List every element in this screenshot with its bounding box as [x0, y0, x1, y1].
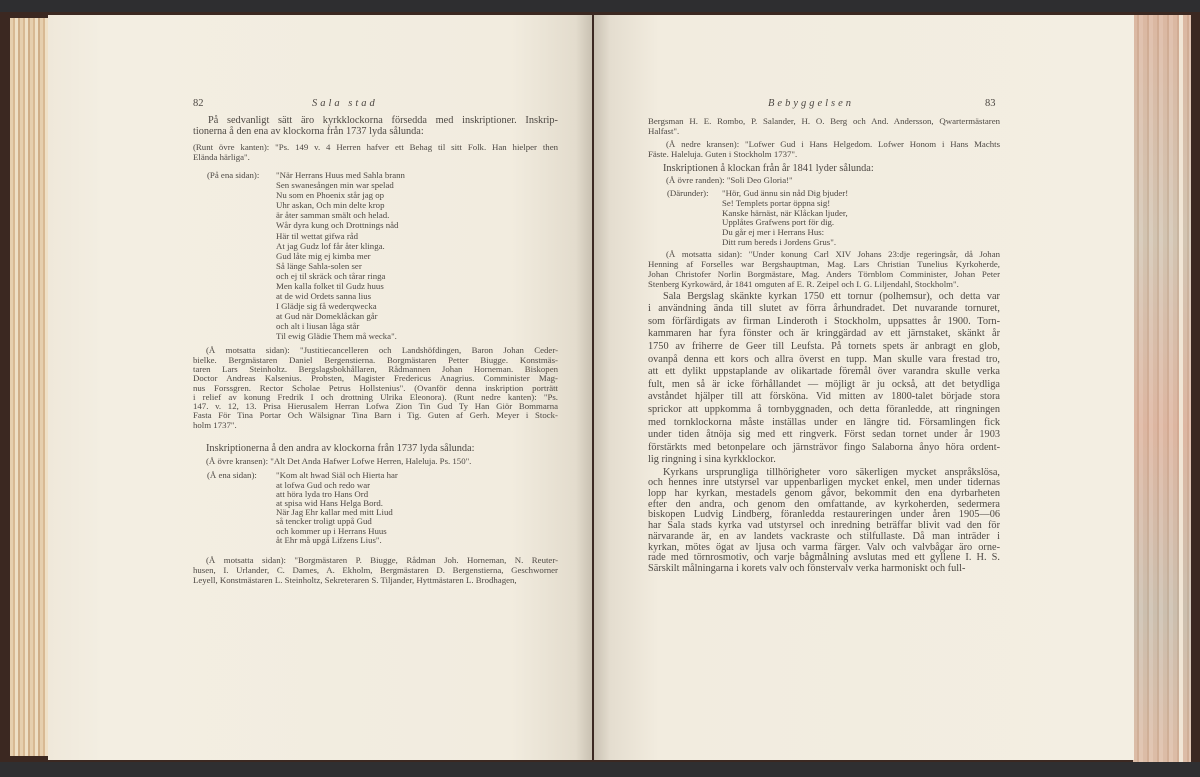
text-line: sprickor att uppkomma å tornbyggnaden, och detta föranledde, att ringningen [648, 404, 1000, 416]
inscription-paragraph [193, 143, 558, 162]
verse-line: och alt i liusan låga står [276, 321, 360, 332]
text-line: 147. v. 12, 13. Prisa Hierusalem Herran Lofwa Zion Tin Gud Ty Han Giör Bommarna [193, 401, 558, 412]
text-line: kyrkan, mötes ögat av ljusa och varma färger. Valv och valvbågar äro orne- [648, 541, 1000, 553]
inscription-paragraph [648, 117, 1000, 136]
text-line: tionerna å den ena av klockorna från 1737 lyda sålunda: [193, 125, 424, 137]
verse-line: Kanske härnäst, när Klåckan ljuder, [722, 207, 848, 218]
verse-line: är åter samman smält och helad. [276, 210, 390, 221]
verse-label: (Å ena sidan): [207, 470, 257, 481]
text-line: Stenberg Kyrkowärd, år 1841 omguten af E. R. Zeipel och I. G. Liljendahl, Stockholm". [648, 279, 959, 289]
text-line: närvarande är, en av landets vackraste och stilfullaste. Då man inträder i [648, 530, 1000, 542]
text-line: Leyell, Konstmästaren L. Steinholtz, Sekreteraren S. Tiljander, Hyttmästaren L. Brodhagen, [193, 575, 517, 585]
text-line: 1750 av friherre de Geer till Leufsta. På tornets spets är anbragt en glob, [648, 341, 1000, 353]
text-line: bielke. Bergmästaren Daniel Bergenstierna. Borgmästaren Petter Biugge. Konstmäs- [193, 354, 558, 365]
text-line: (Runt övre kanten): "Ps. 149 v. 4 Herren hafver ett Behag til sitt Folk. Han hielper then [193, 142, 558, 153]
body-paragraph [648, 291, 1000, 467]
text-line: Doctor Andreas Kalsenius. Probsten, Magister Fredericus Anagrius. Comminister Mag- [193, 373, 558, 384]
text-line: Särskilt målningarna i korets valv och fönstervalv verka harmoniskt och full- [648, 562, 966, 574]
verse-line: Men kalla folket til Gudz huus [276, 280, 384, 291]
text-line: (Å övre kransen): "Alt Det Anda Hafwer Lofwe Herren, Haleluja. Ps. 150". [206, 456, 472, 467]
text-line: Fäste. Haleluja. Guten i Stockholm 1737". [648, 149, 798, 159]
text-line: Johan Christofer Norlin Borgmästare, Mag. Anders Törnblom Comminister, Johan Peter [648, 269, 1000, 279]
text-line: Sala Bergslag skänkte kyrkan 1750 ett tornur (polhemsur), och detta var [663, 290, 1000, 302]
verse-label: (Därunder): [667, 188, 709, 199]
text-line: holm 1737". [193, 419, 237, 430]
verse-line: At jag Gudz lof får åter klinga. [276, 240, 385, 251]
verse-line: "Hör, Gud ännu sin nåd Dig bjuder! [722, 188, 849, 199]
text-line: Inskriptionerna å den andra av klockorna från 1737 lyda sålunda: [206, 442, 475, 454]
text-line: avståndet hjälper till att försköna. Vid mitten av 1800-talet började stora [648, 391, 1000, 403]
body-paragraph [648, 468, 1000, 575]
verse-line: Så länge Sahla-solen ser [276, 260, 362, 271]
verse-line: Ditt rum bereds i Jordens Grus". [722, 237, 837, 248]
text-line: ovanpå denna ett kors och allra överst en tupp. Man skulle vara frestad tro, [648, 353, 1000, 365]
body-paragraph [648, 163, 1000, 174]
verse-line: Til ewig Glädie Them må wecka". [276, 331, 397, 342]
text-line: efter den andra, och genom den omfattande, av kyrkoherden, sedermera [648, 498, 1000, 510]
text-line: (Å motsatta sidan): "Under konung Carl XIV Johans 23:dje regeringsår, då Johan [666, 249, 1000, 259]
text-line: som förfärdigats av firman Linderoth i Stockholm, uppsattes år 1900. Torn- [648, 315, 1000, 327]
body-paragraph [193, 115, 558, 137]
text-line: rade med törnrosmotiv, och varje bågmålning avslutas med ett gyllene I. H. S. [648, 552, 1000, 564]
left-page-edges [10, 18, 50, 756]
scanner-top-border [0, 0, 1200, 12]
left-running-head: Sala stad [312, 98, 378, 109]
text-line: På sedvanligt sätt äro kyrkklockorna försedda med inskriptioner. Inskrip- [208, 114, 558, 126]
verse-label: (På ena sidan): [207, 169, 260, 180]
verse-line: at Gud när Domeklåckan går [276, 311, 378, 322]
verse-line: Wår dyra kung och Drottnings nåd [276, 220, 399, 231]
text-line: taren Lars Steinholtz. Bergslagsbokhållaren, Rådmannen Johan Horneman. Biskopen [193, 363, 558, 374]
text-line: Elända härliga". [193, 151, 250, 162]
verse-line: Upplåtes Grafwens port för dig. [722, 217, 835, 228]
left-page-number: 82 [193, 98, 204, 109]
text-line: fult, men så är icke förhållandet — möjligt är ju också, att det betydliga [648, 378, 1000, 390]
verse-line: Sen swanesången min war spelad [276, 180, 394, 191]
verse-line: at lofwa Gud och redo war [276, 479, 371, 490]
verse-line: "När Herrans Huus med Sahla brann [276, 169, 405, 180]
scanner-bottom-border [0, 762, 1200, 777]
text-line: att ett dylikt uppstaplande av olikartade föremål över varandra skulle verka [648, 366, 1000, 378]
body-paragraph [193, 443, 558, 454]
text-line: Henning af Forselles war Bergshauptman, Mag. Lars Christian Tunelius Kyrkoherde, [648, 259, 1000, 269]
verse-line: "Kom alt hwad Siäl och Hierta har [276, 470, 398, 481]
verse-line: I Glädje sig få wederqwecka [276, 301, 377, 312]
right-marbled-page-edges [1133, 15, 1191, 763]
verse-line: så tencker troligt uppå Gud [276, 516, 372, 527]
text-line: i relief av konung Fredrik I och drottning Ulrika Eleonora). (Runt nedre kanten): "Ps. [193, 391, 558, 402]
text-line: (Å nedre kransen): "Lofwer Gud i Hans Helgedom. Lofwer Honom i Hans Machts [666, 139, 1000, 149]
text-line: och hennes inre utstyrsel var uppenbarligen mycket enkel, men under tidernas [648, 477, 1000, 489]
text-line: (Å motsatta sidan): "Justitiecancelleren och Landshöfdingen, Baron Johan Ceder- [206, 345, 558, 356]
text-line: i användning ända till slutet av förra århundradet. Det nuvarande tornuret, [648, 303, 1000, 315]
verse-line: och ej til skräck och tårar ringa [276, 270, 386, 281]
text-line: nus Forssgren. Rector Scholae Petrus Hollstenius". (Ovanför denna inskription porträtt [193, 382, 558, 393]
verse-inscription [722, 189, 848, 248]
text-line: (Å motsatta sidan): "Borgmästaren P. Biugge, Rådman Joh. Horneman, N. Reuter- [206, 555, 558, 565]
verse-line: Se! Templets portar öppna sig! [722, 197, 831, 208]
text-line: har Sala stads kyrka vad utstyrsel och inredning beträffar blivit vad den för [648, 520, 1000, 532]
text-line: förstärkts med betonpelare och järnsträvor fingo Salaborna ånyo höra ordent- [648, 441, 1000, 453]
text-line: Halfast". [648, 125, 680, 136]
verse-line: at spisa wid Hans Helga Bord. [276, 498, 384, 508]
right-page-number: 83 [985, 98, 996, 109]
text-line: Bergsman H. E. Rombo, P. Salander, H. O. Berg och And. Andersson, Qwartermästaren [648, 116, 1000, 127]
text-line: Inskriptionen å klockan från år 1841 lyder sålunda: [663, 162, 874, 174]
right-running-head: Bebyggelsen [768, 98, 855, 109]
verse-line: Här til wettat gifwa råd [276, 230, 359, 241]
inscription-paragraph [648, 139, 1000, 159]
inscription-paragraph [193, 457, 558, 466]
text-line: kammaren har fyra fönster och är kringgärdad av ett järnstaket, skänkt år [648, 328, 1000, 340]
text-line: Kyrkans ursprungliga tillhörigheter voro säkerligen mycket anspråkslösa, [663, 466, 1000, 478]
inscription-paragraph [193, 555, 558, 585]
verse-line: Du går ej mer i Herrans Hus: [722, 227, 825, 238]
text-line: lopp har kyrkan, mestadels genom gåvor, bekommit den ena dyrbarheten [648, 488, 1000, 500]
text-line: (Å övre randen): "Soli Deo Gloria!" [666, 175, 793, 186]
text-line: biskopen Ludvig Lindberg, föranledda restaureringen under åren 1905—06 [648, 509, 1000, 521]
verse-line: Nu som en Phoenix står jag op [276, 190, 384, 201]
verse-line: Uhr askan, Och min delte krop [276, 200, 385, 211]
verse-line: När Jag Ehr kallar med mitt Liud [276, 507, 393, 518]
verse-line: och kommer up i Herrans Huus [276, 525, 387, 536]
verse-line: Gud låte mig ej kimba mer [276, 250, 371, 261]
text-line: Fasta För Tina Portar Och Wälsignar Tina Barn i Tig. Guten af Gerh. Meyer i Stock- [193, 410, 558, 421]
verse-line: at de wid Ordets sanna lius [276, 291, 372, 302]
text-line: under tiden åtnöja sig med ett ringverk. Först sedan tornet under år 1903 [648, 429, 1000, 441]
verse-inscription [276, 170, 405, 342]
verse-inscription [276, 471, 398, 545]
verse-line: att höra lyda tro Hans Ord [276, 488, 369, 499]
inscription-paragraph [193, 346, 558, 430]
inscription-paragraph [648, 249, 1000, 289]
text-line: lig ringning i sina kyrkklockor. [648, 454, 776, 466]
inscription-paragraph [648, 176, 1000, 186]
verse-line: åt Ehr må upgå Lifzens Lius". [276, 534, 382, 545]
text-line: med tornklockorna måste inställas under en längre tid. Församlingen fick [648, 416, 1000, 428]
text-line: husen, I. Urlander, C. Dames, A. Ekholm, Bergmästaren D. Bergenstierna, Geschworner [193, 565, 558, 575]
